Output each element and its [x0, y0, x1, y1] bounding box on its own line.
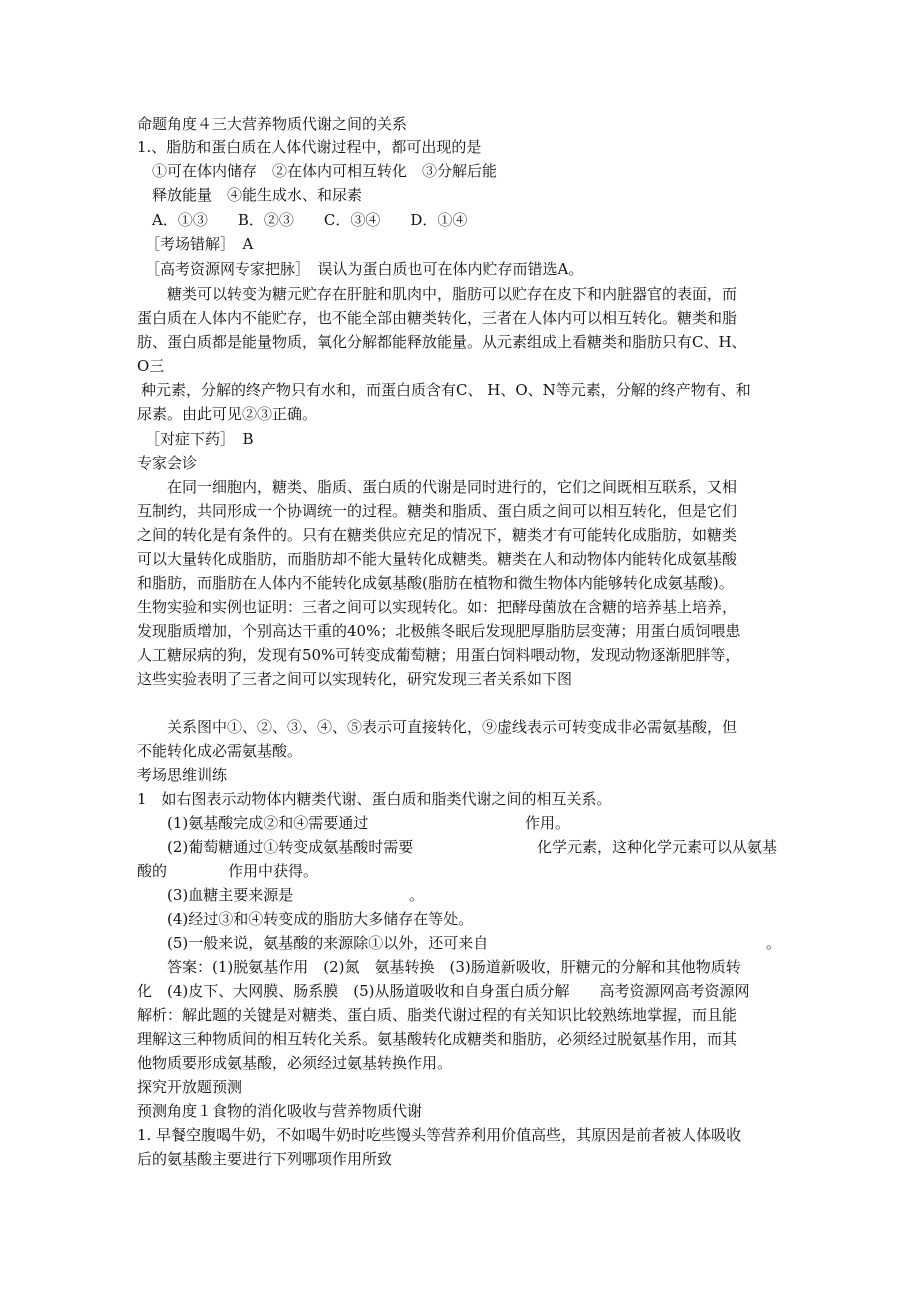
- training-heading: 考场思维训练: [137, 766, 228, 784]
- analysis-line: 解析：解此题的关键是对糖类、蛋白质、脂类代谢过程的有关知识比较熟练地掌握，而且能: [137, 1006, 738, 1024]
- paragraph-line: 这些实验表明了三者之间可以实现转化，研究发现三者关系如下图: [137, 670, 573, 688]
- analysis-line: 理解这三种物质间的相互转化关系。氨基酸转化成糖类和脂肪，必须经过脱氨基作用，而其: [137, 1030, 738, 1048]
- paragraph-line: 生物实验和实例也证明：三者之间可以实现转化。如：把酵母菌放在含糖的培养基上培养，: [137, 598, 738, 616]
- paragraph-line: 关系图中①、②、③、④、⑤表示可直接转化，⑨虚线表示可转变成非必需氨基酸，但: [167, 718, 738, 736]
- paragraph-line: 不能转化成必需氨基酸。: [137, 742, 303, 760]
- paragraph-line: 互制约，共同形成一个协调统一的过程。糖类和脂质、蛋白质之间可以相互转化，但是它们: [137, 502, 738, 520]
- paragraph-line: 可以大量转化成脂肪，而脂肪却不能大量转化成糖类。糖类在人和动物体内能转化成氨基酸: [137, 550, 738, 568]
- analysis-line: 他物质要形成氨基酸，必须经过氨基转换作用。: [137, 1054, 453, 1072]
- paragraph-line: 在同一细胞内，糖类、脂质、蛋白质的代谢是同时进行的，它们之间既相互联系，又相: [167, 478, 738, 496]
- wrong-answer-label: ［考场错解］ A: [145, 235, 254, 253]
- paragraph-line: 发现脂质增加，个别高达干重的40%；北极熊冬眠后发现肥厚脂肪层变薄；用蛋白质饲喂患: [137, 622, 741, 640]
- prediction-heading: 预测角度１食物的消化吸收与营养物质代谢: [137, 1102, 423, 1120]
- expert-analysis-label: ［高考资源网专家把脉］ 误认为蛋白质也可在体内贮存而错选A。: [145, 260, 584, 278]
- paragraph-line: 糖类可以转变为糖元贮存在肝脏和肌肉中，脂肪可以贮存在皮下和内脏器官的表面，而: [167, 285, 738, 303]
- sub-question-1-tail: 作用。: [525, 814, 571, 832]
- section-heading: 命题角度４三大营养物质代谢之间的关系: [137, 115, 408, 133]
- sub-question-4: (4)经过③和④转变成的脂肪大多储存在等处。: [167, 910, 474, 928]
- question-1-option-line: ①可在体内储存 ②在体内可相互转化 ③分解后能: [152, 162, 498, 180]
- sub-question-2-cont: 酸的: [137, 862, 168, 880]
- expert-consult-heading: 专家会诊: [137, 454, 198, 472]
- correct-answer-label: ［对症下药］ B: [145, 430, 254, 448]
- paragraph-line: 尿素。由此可见②③正确。: [137, 405, 318, 423]
- question-1-stem: 1.、脂肪和蛋白质在人体代谢过程中，都可出现的是: [137, 138, 482, 156]
- paragraph-line: 人工糖尿病的狗，发现有50%可转变成葡萄糖；用蛋白饲料喂动物，发现动物逐渐肥胖等，: [137, 646, 741, 664]
- answer-line: 答案：(1)脱氨基作用 (2)氮 氨基转换 (3)肠道新吸收，肝糖元的分解和其他物质转: [167, 958, 741, 976]
- sub-question-2-cont-tail: 作用中获得。: [228, 862, 319, 880]
- prediction-question-line: 后的氨基酸主要进行下列哪项作用所致: [137, 1150, 393, 1168]
- training-question-stem: 1 如右图表示动物体内糖类代谢、蛋白质和脂类代谢之间的相互关系。: [137, 790, 612, 808]
- prediction-question-line: 1. 早餐空腹喝牛奶，不如喝牛奶时吃些馒头等营养利用价值高些，其原因是前者被人体吸收: [137, 1126, 742, 1144]
- paragraph-line: 和脂肪，而脂肪在人体内不能转化成氨基酸(脂肪在植物和微生物体内能够转化成氨基酸)。: [137, 574, 734, 592]
- paragraph-line: 蛋白质在人体内不能贮存，也不能全部由糖类转化，三者在人体内可以相互转化。糖类和脂: [137, 309, 738, 327]
- paragraph-line: O三: [137, 357, 165, 375]
- open-question-heading: 探究开放题预测: [137, 1078, 243, 1096]
- sub-question-2: (2)葡萄糖通过①转变成氨基酸时需要: [167, 838, 414, 856]
- sub-question-2-tail: 化学元素，这种化学元素可以从氨基: [537, 838, 778, 856]
- sub-question-5-tail: 。: [766, 934, 782, 952]
- sub-question-3-tail: 。: [409, 886, 425, 904]
- sub-question-1: (1)氨基酸完成②和④需要通过: [167, 814, 369, 832]
- question-1-choices: A．①③ B．②③ C．③④ D．①④: [152, 211, 468, 229]
- paragraph-line: 种元素，分解的终产物只有水和，而蛋白质含有C、 H、O、N等元素，分解的终产物有、和: [141, 381, 751, 399]
- paragraph-line: 肪、蛋白质都是能量物质，氧化分解都能释放能量。从元素组成上看糖类和脂肪只有C、H、: [137, 333, 747, 351]
- answer-line: 化 (4)皮下、大网膜、肠系膜 (5)从肠道吸收和自身蛋白质分解 高考资源网高考资源网: [137, 982, 750, 1000]
- sub-question-3: (3)血糖主要来源是: [167, 886, 294, 904]
- sub-question-5: (5)一般来说，氨基酸的来源除①以外，还可来自: [167, 934, 489, 952]
- question-1-option-line: 释放能量 ④能生成水、和尿素: [152, 186, 363, 204]
- paragraph-line: 之间的转化是有条件的。只有在糖类供应充足的情况下，糖类才有可能转化成脂肪，如糖类: [137, 526, 738, 544]
